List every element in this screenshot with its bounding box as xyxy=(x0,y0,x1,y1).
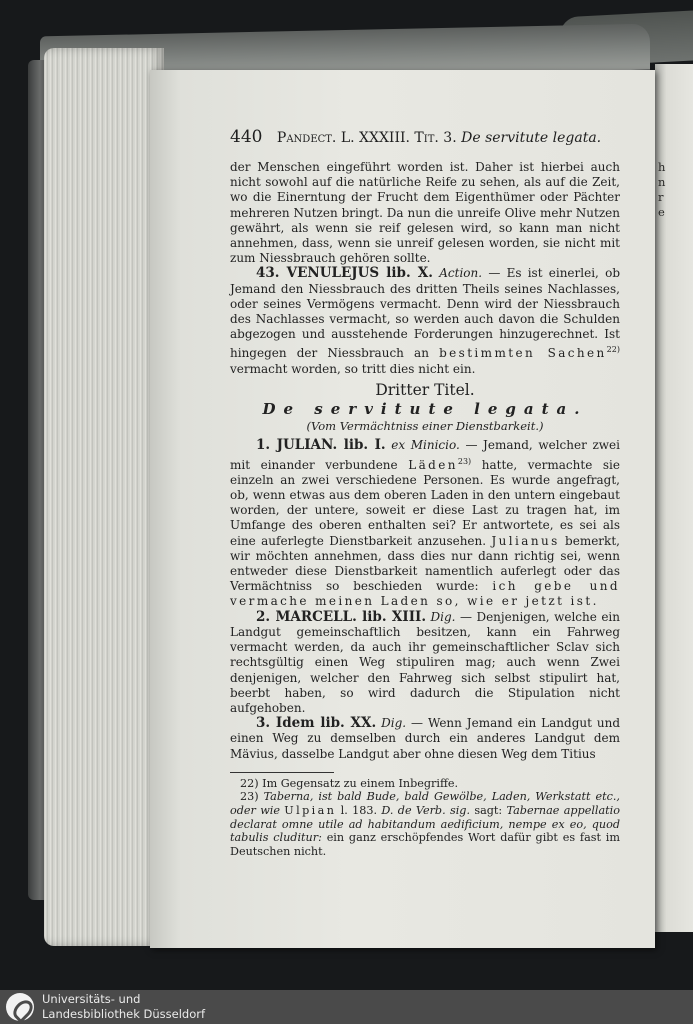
facing-page-letter xyxy=(658,234,665,249)
facing-page-letter xyxy=(658,220,665,235)
facing-page-letter xyxy=(658,368,665,383)
library-logo-icon xyxy=(6,993,34,1021)
library-footer xyxy=(0,990,693,1024)
facing-page-edge xyxy=(655,64,693,932)
running-title-italic: De servitute legata. xyxy=(461,130,602,146)
section-label: 3. Idem lib. XX. xyxy=(256,715,377,732)
facing-page-letter xyxy=(658,383,665,398)
facing-page-letter: r xyxy=(658,189,664,204)
emphasis-spaced: ich gebe und vermache meinen Laden so, wie er jetzt ist. xyxy=(230,579,620,609)
paragraph-2: 2. MARCELL. lib. XIII. Dig. — Denjenigen, welche ein Landgut gemeinschaftlich besitzen, kann ein Fahrweg vermacht werden, da auch ihr gemeinschaftlicher Sclav sich rechtsgültig einen Weg stipuliren mag; auch wenn Zwei denjenigen, welcher den Fahrweg sich selbst stipulirt hat, beerbt haben, so wird dadurch die Stipulation nicht aufgehoben. xyxy=(230,608,620,715)
footnote-22: 22) Im Gegensatz zu einem Inbegriffe. xyxy=(240,776,459,790)
emphasis-spaced: Julianus xyxy=(491,533,560,548)
footnote-ref: 23) xyxy=(457,456,472,466)
facing-page-text xyxy=(658,160,665,398)
library-name: Universitäts- und Landesbibliothek Düsseldorf xyxy=(42,992,206,1021)
facing-page-letter xyxy=(658,249,665,264)
emphasis-spaced: Läden xyxy=(408,457,458,472)
section-source: Dig. xyxy=(381,716,407,731)
paragraph-3: 3. Idem lib. XX. Dig. — Wenn Jemand ein Landgut und einen Weg zu demselben durch ein anderes Landgut dem Mävius, dasselbe Landgut aber ohne diesen Weg dem Titius xyxy=(230,715,621,761)
facing-page-letter xyxy=(658,279,665,294)
footnote-rule xyxy=(230,772,334,773)
section-label: 2. MARCELL. lib. XIII. xyxy=(256,608,427,625)
footnote-23: 23) Taberna, ist bald Bude, bald Gewölbe, Laden, Werkstatt etc., oder wie Ulpian l. 183. D. de Verb. sig. sagt: Tabernae appellatio declarat omne utile ad habitandum aedificium, nempe ex eo, quod tabulis cluditur: ein ganz erschöpfendes Wort dafür gibt es fast im Deutschen nicht. xyxy=(230,790,620,858)
paragraph-43: 43. VENULEJUS lib. X. Action. — Es ist einerlei, ob Jemand den Niessbrauch des dritten Theils seines Nachlasses, oder seines Vermögens vermacht. Denn wird der Niessbrauch des Nachlasses vermacht, so werden auch davon die Schulden abgezogen und ausstehende Forderungen hinzugerechnet. Ist hingegen der Niessbrauch an bestimmten Sachen$^{22)}$ vermacht worden, so tritt dies nicht ein. xyxy=(230,265,621,376)
chapter-subsubtitle: (Vom Vermächtniss einer Dienstbarkeit.) xyxy=(306,419,544,434)
facing-page-letter xyxy=(658,264,665,279)
running-header xyxy=(230,127,620,147)
facing-page-letter xyxy=(658,294,665,309)
facing-page-letter xyxy=(658,339,665,354)
footnotes xyxy=(230,777,620,859)
facing-page-letter: e xyxy=(658,204,665,219)
page-body xyxy=(230,160,620,858)
facing-page-letter: n xyxy=(658,174,666,189)
section-source: Dig. xyxy=(430,609,456,624)
running-title: Pandect. L. XXXIII. Tit. 3. xyxy=(276,130,457,146)
chapter-title: Dritter Titel. xyxy=(375,380,475,399)
section-source: Action. xyxy=(439,266,483,281)
facing-page-letter xyxy=(658,309,665,324)
emphasis-spaced: bestimmten Sachen xyxy=(439,346,607,361)
section-label: 1. JULIAN. lib. I. xyxy=(256,437,386,454)
chapter-subtitle: De servitute legata. xyxy=(262,400,588,419)
facing-page-letter xyxy=(658,324,665,339)
page-number: 440 xyxy=(230,127,263,147)
paragraph-1: 1. JULIAN. lib. I. ex Minicio. — Jemand, welcher zwei mit einander verbundene Läden$^{23)}$ hatte, vermachte sie einzeln an zwei verschiedene Personen. Es wurde angefragt, ob, wenn etwas aus dem oberen Laden in den untern eingebaut worden, der untere, soweit er diese Last zu tragen hat, im Umfange des oberen enthalten sei? Er antwortete, es sei als eine auferlegte Dienstbarkeit anzusehen. Julianus bemerkt, wir möchten annehmen, dass dies nur dann richtig sei, wenn entweder diese Dienstbarkeit namentlich auferlegt oder das Vermächtniss so beschieden wurde: ich gebe und vermache meinen Laden so, wie er jetzt ist. xyxy=(230,437,620,609)
page-edges xyxy=(44,48,164,946)
facing-page-letter xyxy=(658,354,665,369)
footnote-ref: 22) xyxy=(606,345,620,355)
section-source: ex Minicio. xyxy=(391,438,460,453)
paragraph: der Menschen eingeführt worden ist. Daher ist hierbei auch nicht sowohl auf die natürliche Reife zu sehen, als auf die Zeit, wo die Einerntung der Frucht dem Eigenthümer oder Pächter mehreren Nutzen bringt. Da nun die unreife Olive mehr Nutzen gewährt, als wenn sie reif gelesen wird, so kann man nicht annehmen, dass, wenn sie unreif gelesen worden, sie nicht mit zum Niessbrauch gehören sollte. xyxy=(230,160,620,266)
facing-page-letter: h xyxy=(658,160,666,174)
section-label: 43. VENULEJUS lib. X. xyxy=(256,265,433,282)
